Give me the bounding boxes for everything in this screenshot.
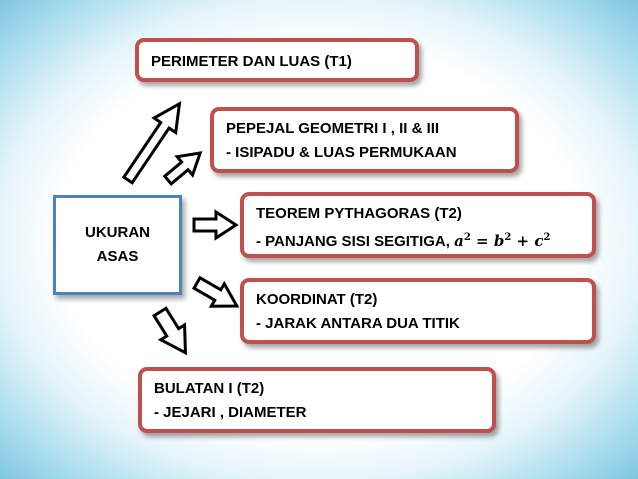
topic-detail: - JARAK ANTARA DUA TITIK <box>256 315 460 332</box>
topic-title: BULATAN I (T2) <box>154 380 265 397</box>
root-line-1: UKURAN <box>85 224 150 241</box>
eq-equals: = <box>476 232 489 250</box>
arrow-to-teorem <box>194 212 236 238</box>
eq-plus: + <box>516 232 530 250</box>
topic-bulatan <box>138 367 496 433</box>
arrow-to-bulatan <box>148 305 197 361</box>
topic-teorem-pythagoras <box>240 192 596 258</box>
topic-perimeter-dan-luas <box>135 38 419 82</box>
topic-title: PEPEJAL GEOMETRI I , II & III <box>226 120 440 137</box>
root-node-ukuran-asas <box>53 195 182 295</box>
topic-title: TEOREM PYTHAGORAS (T2) <box>256 205 462 222</box>
pythagoras-equation <box>454 232 550 250</box>
eq-exp-a: 2 <box>463 232 471 243</box>
root-line-2: ASAS <box>96 248 139 265</box>
topic-title: PERIMETER DAN LUAS (T1) <box>151 53 352 70</box>
eq-exp-c: 2 <box>543 232 551 243</box>
eq-exp-b: 2 <box>504 232 512 243</box>
eq-a: a <box>454 232 464 250</box>
topic-title: KOORDINAT (T2) <box>256 291 378 308</box>
arrow-to-koordinat <box>191 272 244 318</box>
eq-c: c <box>534 232 544 250</box>
topic-detail: - PANJANG SISI SEGITIGA, <box>256 233 450 250</box>
arrow-to-pepejal <box>160 144 208 189</box>
topic-pepejal-geometri <box>210 107 519 173</box>
topic-detail: - ISIPADU & LUAS PERMUKAAN <box>226 144 457 161</box>
topic-detail-line <box>256 226 580 254</box>
eq-b: b <box>493 232 505 250</box>
topic-koordinat <box>240 278 596 344</box>
topic-detail: - JEJARI , DIAMETER <box>154 404 307 421</box>
